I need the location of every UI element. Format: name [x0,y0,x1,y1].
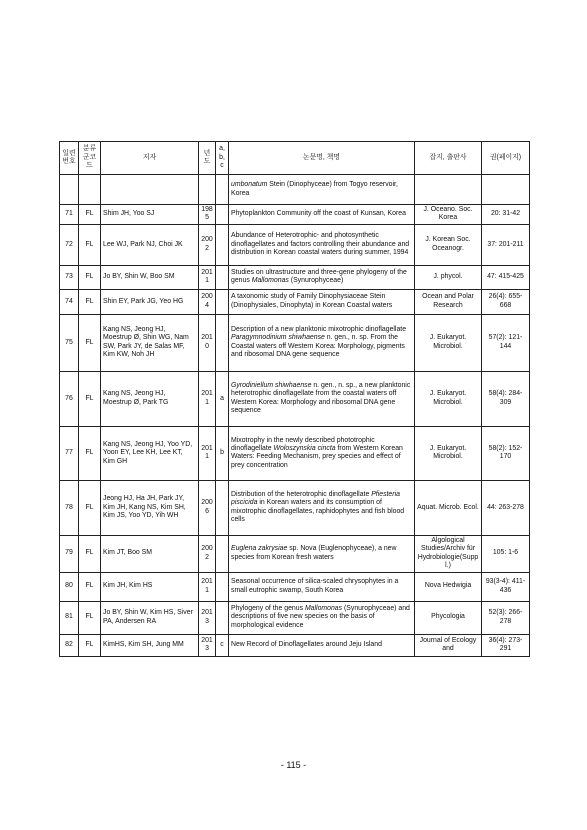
cell-author: Kang NS, Jeong HJ, Moestrup Ø, Shin WG, Nam SW, Park JY, de Salas MF, Kim KW, Noh JH [101,314,199,371]
cell-empty [415,175,482,205]
title-text: A taxonomic study of Family Dinophysiaceae Stein (Dinophysiales, Dinophyta) in Korean Coastal waters [231,293,393,309]
title-text: (Synurophyceae) and descriptions of five new species on the basis of morphological evidence [231,604,410,629]
title-text: (Synurophyceae) [288,277,344,285]
cell-abc [216,289,229,314]
cell-journal: J. Korean Soc. Oceanogr. [415,224,482,265]
cell-serial-number: 75 [60,314,79,371]
cell-serial-number: 73 [60,265,79,289]
reference-table [59,141,530,657]
cell-journal: Nova Hedwigia [415,572,482,601]
cell-title [229,314,415,371]
cell-volume-pages: 47: 415-425 [482,265,530,289]
table-row [60,265,530,289]
cell-author: Lee WJ, Park NJ, Choi JK [101,224,199,265]
table-row [60,314,530,371]
header-journal: 잡지, 출판사 [415,142,482,175]
header-row [60,142,530,175]
cell-author: Shim JH, Yoo SJ [101,205,199,225]
cell-abc: b [216,426,229,480]
cell-taxon-code: FL [79,289,101,314]
cell-empty [60,175,79,205]
cell-title [229,572,415,601]
cell-taxon-code: FL [79,265,101,289]
cell-taxon-code: FL [79,634,101,656]
cell-author: Kang NS, Jeong HJ, Moestrup Ø, Park TG [101,371,199,426]
cell-journal: Ocean and Polar Research [415,289,482,314]
header-volume-pages: 권(페이지) [482,142,530,175]
cell-volume-pages: 20: 31-42 [482,205,530,225]
cell-serial-number: 81 [60,601,79,634]
header-serial-number: 일련번호 [60,142,79,175]
cell-title [229,289,415,314]
cell-author: Jo BY, Shin W, Boo SM [101,265,199,289]
table-row [60,371,530,426]
title-italic: Gyrodiniellum shiwhaense [231,382,312,389]
cell-taxon-code: FL [79,426,101,480]
title-italic: Woloszynskia cincta [273,444,336,452]
cell-year: 2002 [199,224,216,265]
cell-volume-pages: 58(4): 284-309 [482,371,530,426]
cell-volume-pages: 44: 263-278 [482,480,530,535]
cell-year: 1985 [199,205,216,225]
cell-year: 2002 [199,535,216,572]
cell-title [229,480,415,535]
cell-title [229,634,415,656]
cell-year: 2011 [199,426,216,480]
cell-serial-number: 80 [60,572,79,601]
title-text: Seasonal occurrence of silica-scaled chrysophytes in a small eutrophic swamp, South Korea [231,578,399,594]
cell-journal: Algological Studies/Archiv für Hydrobiologie(Suppl.) [415,535,482,572]
title-text: Stein (Dinophyceae) from Togyo reservoir, Korea [231,181,398,197]
title-text: Abundance of Heterotrophic- and photosynthetic dinoflagellates and factors controlling their abundance and distribution in Korean coastal waters during summer, 1994 [231,232,410,257]
header-author: 저자 [101,142,199,175]
cell-title [229,224,415,265]
table-row [60,535,530,572]
cell-author: Kim JH, Kim HS [101,572,199,601]
cell-volume-pages: 57(2): 121-144 [482,314,530,371]
table-row [60,289,530,314]
table-row [60,224,530,265]
cell-taxon-code: FL [79,205,101,225]
cell-year: 2006 [199,480,216,535]
cell-journal: Phycologia [415,601,482,634]
cell-serial-number: 79 [60,535,79,572]
cell-journal: J. phycol. [415,265,482,289]
cell-taxon-code: FL [79,572,101,601]
cell-abc [216,265,229,289]
cell-taxon-code: FL [79,314,101,371]
cell-abc: c [216,634,229,656]
cell-author: Jo BY, Shin W, Kim HS, Siver PA, Andersen RA [101,601,199,634]
cell-volume-pages: 52(3): 266-278 [482,601,530,634]
cell-author: KimHS, Kim SH, Jung MM [101,634,199,656]
title-text: Studies on ultrastructure and three-gene phylogeny of the genus [231,268,407,285]
cell-abc [216,205,229,225]
cell-serial-number: 72 [60,224,79,265]
cell-title [229,426,415,480]
header-taxon-code: 분류군코드 [79,142,101,175]
page-number: - 115 - [280,760,307,770]
cell-serial-number: 71 [60,205,79,225]
cell-abc [216,224,229,265]
cell-abc [216,314,229,371]
header-year: 년도 [199,142,216,175]
cell-abc [216,572,229,601]
title-text: Mixotrophy in the newly described phototrophic dinoflagellate [231,436,375,452]
cell-abc [216,480,229,535]
table-row [60,480,530,535]
cell-author: Kim JT, Boo SM [101,535,199,572]
table-row [60,426,530,480]
cell-author: Shin EY, Park JG, Yeo HG [101,289,199,314]
cell-taxon-code: FL [79,224,101,265]
cell-volume-pages: 105: 1-6 [482,535,530,572]
cell-title [229,535,415,572]
title-text: Phytoplankton Community off the coast of Kunsan, Korea [231,210,406,218]
title-text: Description of a new planktonic mixotrophic dinoflagellate [231,326,407,333]
continuation-row [60,175,530,205]
title-text: n. gen., n. sp. From the Coastal waters off Western Korea: Morphology, pigments and ribosomal DNA gene sequence [231,334,405,359]
cell-year: 2004 [199,289,216,314]
title-italic: Mallomonas [304,604,343,612]
table-row [60,634,530,656]
cell-volume-pages: 58(2): 152-170 [482,426,530,480]
title-text: New Record of Dinoflagellates around Jeju Island [231,640,382,648]
cell-serial-number: 78 [60,480,79,535]
cell-serial-number: 77 [60,426,79,480]
cell-volume-pages: 26(4): 655-668 [482,289,530,314]
title-text: from Western Korean Waters: Feeding Mechanism, prey species and effect of prey concentration [231,444,403,469]
cell-title [229,601,415,634]
title-italic: Pfiesteria piscicida [231,491,400,507]
cell-abc: a [216,371,229,426]
title-italic: Paragymnodinium shiwhaense [231,334,325,342]
table-row [60,601,530,634]
cell-journal: J. Eukaryot. Microbiol. [415,426,482,480]
title-italic: Mallomonas [251,277,289,285]
cell-abc [216,601,229,634]
title-text: Phylogeny of the genus [231,604,305,612]
cell-title [229,265,415,289]
cell-empty [199,175,216,205]
header-title: 논문명, 책명 [229,142,415,175]
cell-author: Kang NS, Jeong HJ, Yoo YD, Yoon EY, Lee KH, Lee KT, Kim GH [101,426,199,480]
cell-journal: Aquat. Microb. Ecol. [415,480,482,535]
cell-empty [216,175,229,205]
cell-empty [79,175,101,205]
cell-year: 2011 [199,265,216,289]
cell-taxon-code: FL [79,371,101,426]
cell-serial-number: 76 [60,371,79,426]
title-text: Distribution of the heterotrophic dinoflagellate [231,491,372,498]
cell-volume-pages: 36(4): 273-291 [482,634,530,656]
cell-taxon-code: FL [79,601,101,634]
cell-serial-number: 74 [60,289,79,314]
cell-year: 2013 [199,634,216,656]
cell-empty [482,175,530,205]
cell-volume-pages: 37: 201-211 [482,224,530,265]
cell-journal: J. Eukaryot. Microbiol. [415,371,482,426]
table-row [60,572,530,601]
title-italic: Euglena zakrysiae [231,545,288,553]
cell-title [229,371,415,426]
cell-empty [101,175,199,205]
cell-journal: J. Oceano. Soc. Korea [415,205,482,225]
title-text: n. gen., n. sp., a new planktonic heterotrophic dinoflagellate from the coastal waters off Western Korea: Morphology and ribosomal DNA gene sequence [231,382,411,415]
cell-title [229,205,415,225]
cell-abc [216,535,229,572]
cell-volume-pages: 93(3-4): 411-436 [482,572,530,601]
cell-taxon-code: FL [79,535,101,572]
cell-year: 2010 [199,314,216,371]
header-abc: a, b, c [216,142,229,175]
cell-serial-number: 82 [60,634,79,656]
cell-journal: Journal of Ecology and [415,634,482,656]
title-italic: umbonatum [231,181,268,189]
cell-title [229,175,415,205]
cell-journal: J. Eukaryot. Microbiol. [415,314,482,371]
cell-year: 2013 [199,601,216,634]
cell-year: 2011 [199,572,216,601]
cell-author: Jeong HJ, Ha JH, Park JY, Kim JH, Kang NS, Kim SH, Kim JS, Yoo YD, Yih WH [101,480,199,535]
cell-taxon-code: FL [79,480,101,535]
title-text: in Korean waters and its consumption of mixotrophic dinoflagellates, raphidophytes and fish blood cells [231,499,405,524]
cell-year: 2011 [199,371,216,426]
title-text: sp. Nova (Euglenophyceae), a new species from Korean fresh waters [231,545,397,561]
table-row [60,205,530,225]
